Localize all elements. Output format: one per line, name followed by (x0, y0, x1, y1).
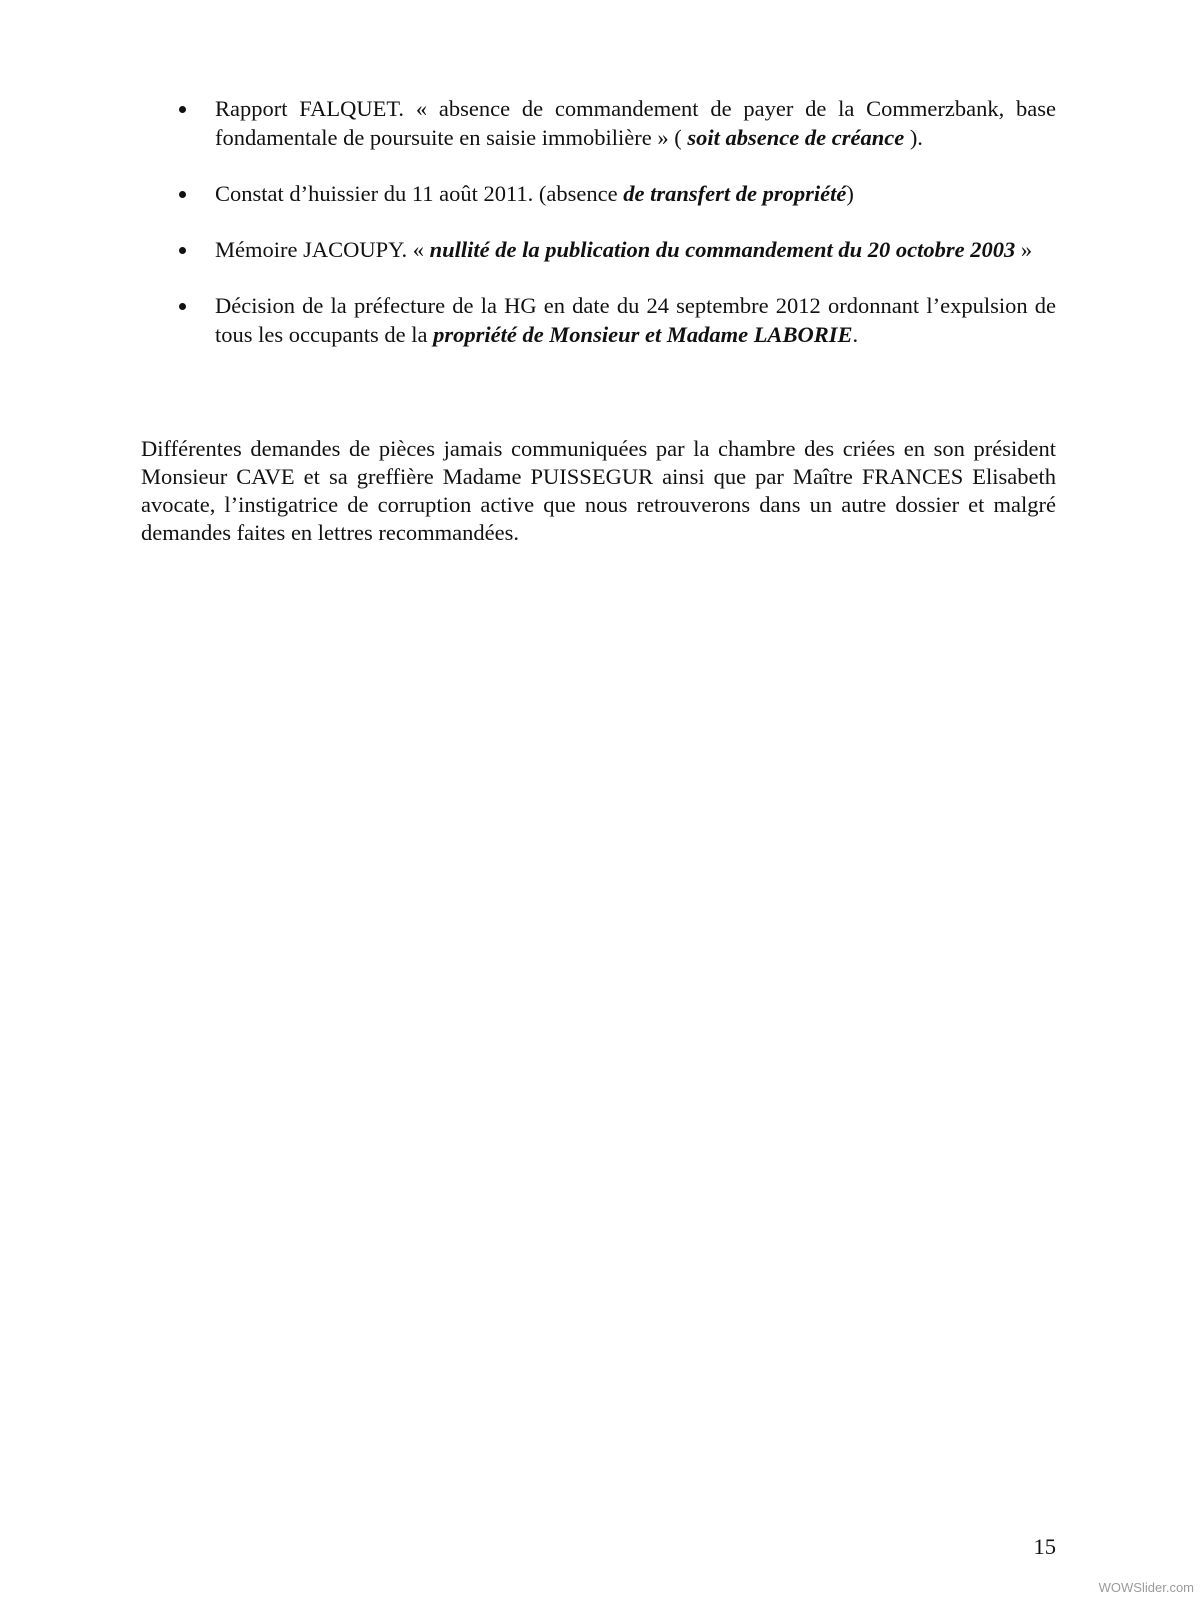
bullet-item (141, 179, 1056, 208)
bullet-emphasis: de transfert de propriété (623, 181, 847, 206)
bullet-item (141, 235, 1056, 264)
bullet-text: » (1015, 237, 1033, 262)
bullet-text: . (852, 322, 859, 347)
bullet-text: ) (846, 181, 854, 206)
bullet-emphasis: nullité de la publication du commandement du 20 octobre 2003 (429, 237, 1016, 262)
watermark: WOWSlider.com (1098, 1580, 1194, 1595)
bullet-text: ). (904, 125, 923, 150)
bullet-icon (179, 106, 186, 113)
body-paragraph: Différentes demandes de pièces jamais communiquées par la chambre des criées en son président Monsieur CAVE et sa greffière Madame PUISSEGUR ainsi que par Maître FRANCES Elisabeth avocate, l’instigatrice de corruption active que nous retrouverons dans un autre dossier et malgré demandes faites en lettres recommandées. (141, 436, 1056, 545)
bullet-icon (179, 191, 186, 198)
bullet-emphasis: soit absence de créance (687, 125, 905, 150)
bullet-text: Mémoire JACOUPY. « (215, 237, 430, 262)
bullet-list (141, 94, 1056, 376)
bullet-icon (179, 247, 186, 254)
page-number: 15 (1033, 1534, 1056, 1559)
bullet-text: Décision de la préfecture de la HG en date du 24 septembre 2012 ordonnant l’expulsion de tous les occupants de la (215, 293, 1056, 347)
bullet-item (141, 94, 1056, 152)
bullet-text: Constat d’huissier du 11 août 2011. (absence (215, 181, 624, 206)
bullet-item (141, 291, 1056, 349)
bullet-emphasis: propriété de Monsieur et Madame LABORIE (433, 322, 853, 347)
bullet-icon (179, 303, 186, 310)
bullet-text: Rapport FALQUET. « absence de commandement de payer de la Commerzbank, base fondamentale de poursuite en saisie immobilière » ( (215, 96, 1056, 150)
